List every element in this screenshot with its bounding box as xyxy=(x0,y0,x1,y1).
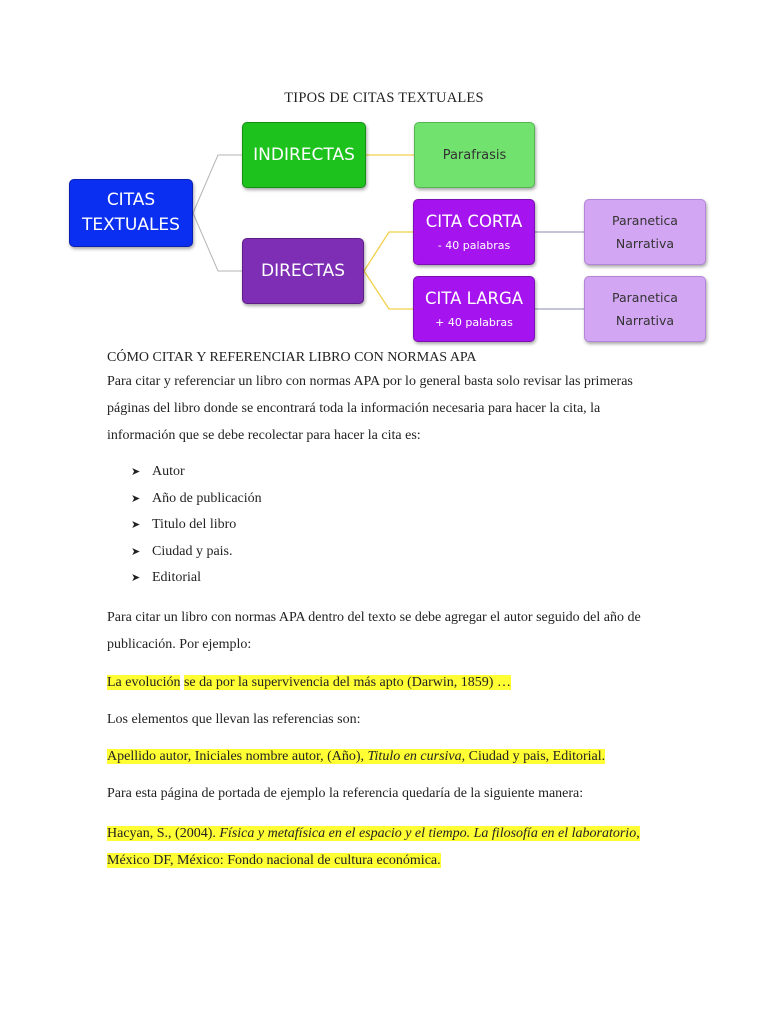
list-item-text: Autor xyxy=(152,464,185,479)
node-cita-larga xyxy=(413,276,535,342)
arrow-bullet-icon: ➤ xyxy=(131,572,141,584)
node-cita-corta xyxy=(413,199,535,265)
connector-directas-larga xyxy=(364,271,413,309)
example-reference xyxy=(107,820,667,874)
example-reference-part-1: Hacyan, S., (2004). xyxy=(107,825,220,841)
node-tipo-larga-line-1: Paranetica xyxy=(612,289,678,305)
node-indirectas: INDIRECTAS xyxy=(242,122,366,188)
example-reference-part-2: , México DF, México: Fondo nacional de cultura económica. xyxy=(107,825,640,868)
arrow-bullet-icon: ➤ xyxy=(131,519,141,531)
elements-intro: Los elementos que llevan las referencias son: xyxy=(107,711,361,727)
node-citas-line-2: TEXTUALES xyxy=(82,215,180,235)
node-citas-textuales xyxy=(69,179,193,247)
diagram-title: TIPOS DE CITAS TEXTUALES xyxy=(284,90,484,106)
list-item xyxy=(131,565,667,592)
required-info-list xyxy=(107,459,667,592)
document-body xyxy=(107,348,667,874)
reference-format-part-2: , Ciudad y pais, Editorial. xyxy=(461,748,606,764)
example-reference-italic: Física y metafísica en el espacio y el tiempo. La filosofía en el laboratorio xyxy=(219,825,637,841)
example-citation-part-2: se da por la supervivencia del más apto (Darwin, 1859) … xyxy=(183,674,511,690)
node-tipo-corta-line-1: Paranetica xyxy=(612,212,678,228)
node-tipo-larga xyxy=(584,276,706,342)
arrow-bullet-icon: ➤ xyxy=(131,492,141,505)
node-parafrasis: Parafrasis xyxy=(414,122,535,188)
list-item-text: Editorial xyxy=(152,570,201,585)
list-item-text: Ciudad y pais. xyxy=(152,543,233,559)
node-tipo-corta-line-2: Narrativa xyxy=(615,236,675,251)
example-citation-part-1: La evolución xyxy=(107,674,181,690)
arrow-bullet-icon: ➤ xyxy=(131,545,141,558)
reference-format-part-1: Apellido autor, Iniciales nombre autor, (Año), xyxy=(107,748,368,764)
list-item-text: Año de publicación xyxy=(152,490,262,506)
intro-paragraph: Para citar y referenciar un libro con normas APA por lo general basta solo revisar las primeras páginas del libro donde se encontrará toda la información necesaria para hacer la cita, la información que se debe recolectar para hacer la cita es: xyxy=(107,374,633,443)
list-item xyxy=(131,459,667,486)
node-cita-corta-sub: - 40 palabras xyxy=(437,239,511,252)
node-directas: DIRECTAS xyxy=(242,238,364,304)
list-item-text: Titulo del libro xyxy=(152,517,237,532)
connector-main-directas xyxy=(193,213,242,271)
node-cita-larga-label: CITA LARGA xyxy=(424,289,524,308)
section-heading: CÓMO CITAR Y REFERENCIAR LIBRO CON NORMAS APA xyxy=(107,350,477,365)
list-item xyxy=(131,512,667,539)
node-tipo-corta xyxy=(584,199,706,265)
reference-format xyxy=(107,745,667,769)
portada-paragraph: Para esta página de portada de ejemplo la referencia quedaría de la siguiente manera: xyxy=(107,785,584,801)
reference-format-italic: Titulo en cursiva xyxy=(367,748,462,764)
list-item xyxy=(131,539,667,566)
arrow-bullet-icon: ➤ xyxy=(131,466,141,478)
connector-main-indirectas xyxy=(193,155,242,213)
list-item xyxy=(131,486,667,513)
node-cita-larga-sub: + 40 palabras xyxy=(435,316,513,329)
apa-in-text-paragraph: Para citar un libro con normas APA dentro del texto se debe agregar el autor seguido del año de publicación. Por ejemplo: xyxy=(107,609,641,652)
connector-directas-corta xyxy=(364,232,413,271)
node-citas-line-1: CITAS xyxy=(106,189,156,210)
example-citation xyxy=(107,671,667,695)
node-cita-corta-label: CITA CORTA xyxy=(425,212,523,231)
node-tipo-larga-line-2: Narrativa xyxy=(615,313,675,328)
